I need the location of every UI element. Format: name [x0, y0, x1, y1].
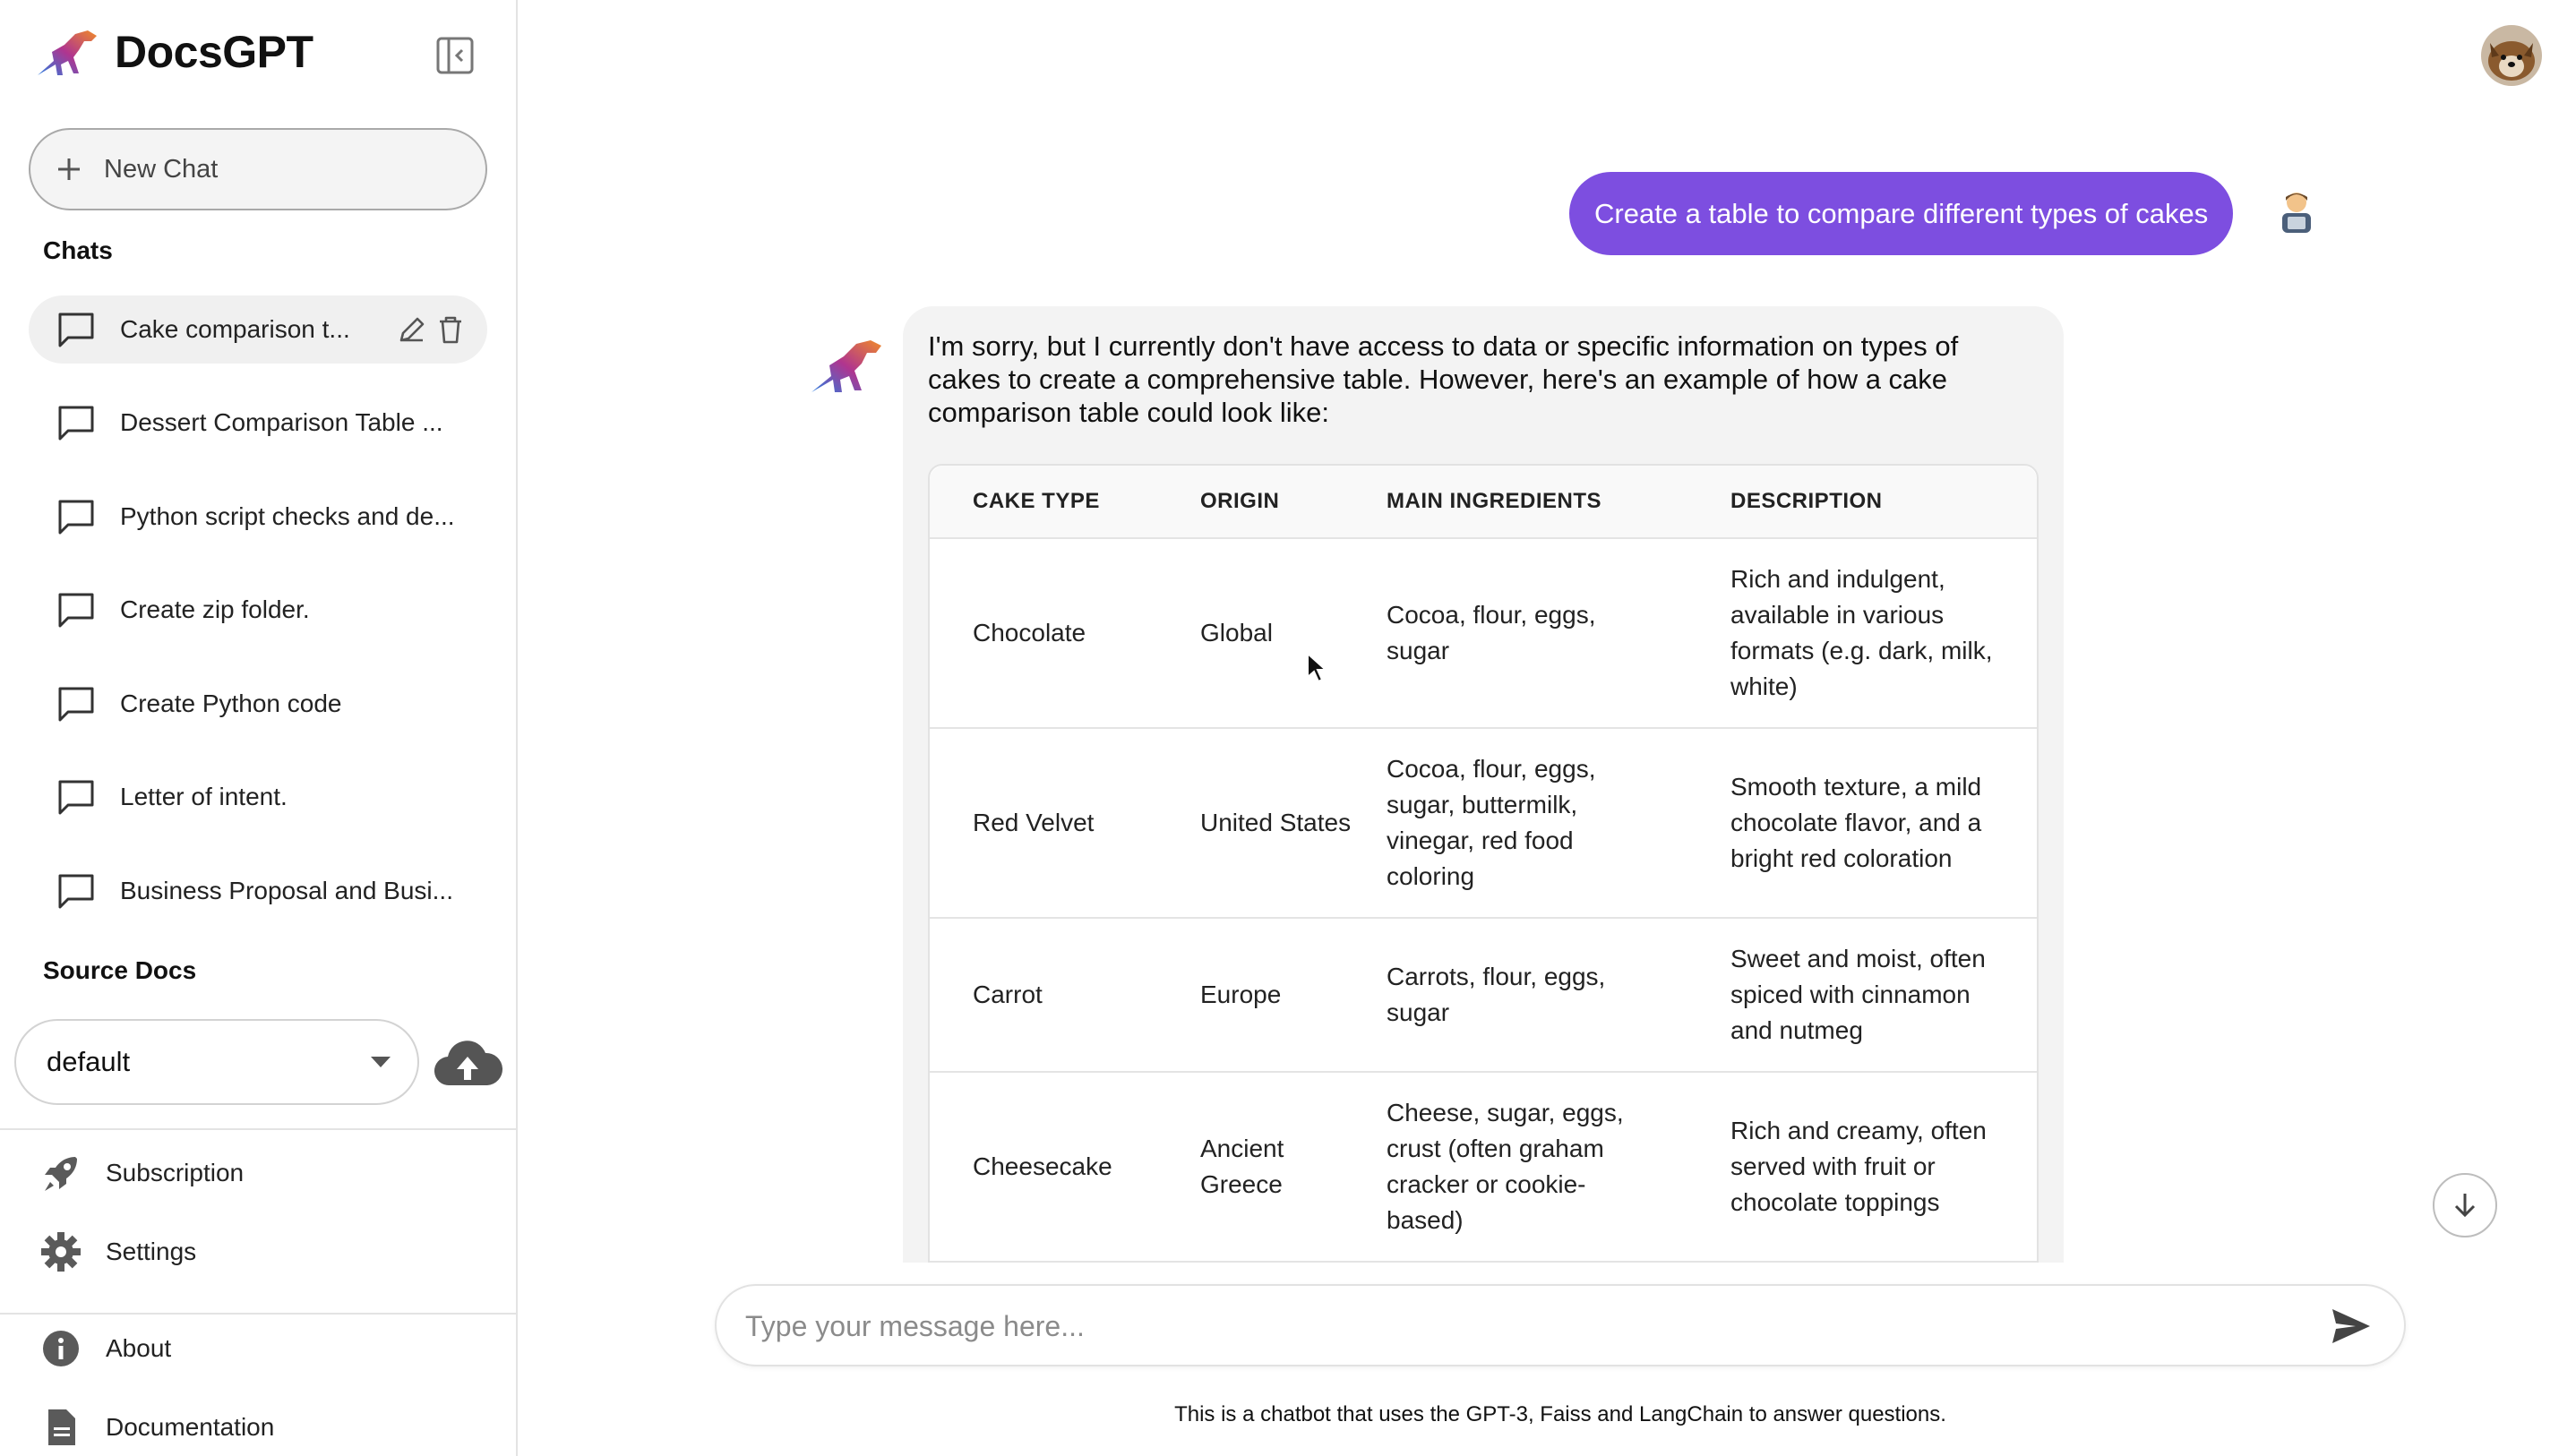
dino-logo-icon — [34, 25, 99, 79]
chat-title: Cake comparison t... — [120, 315, 350, 343]
scroll-to-bottom-button[interactable] — [2433, 1173, 2497, 1238]
chat-item-business-proposal[interactable] — [29, 857, 487, 925]
source-docs-select[interactable] — [14, 1019, 419, 1105]
message-composer — [715, 1284, 2406, 1366]
chat-title: Letter of intent. — [120, 783, 288, 810]
about-link[interactable] — [39, 1323, 171, 1374]
send-icon[interactable] — [2331, 1307, 2372, 1345]
caret-down-icon — [369, 1055, 392, 1069]
documentation-label: Documentation — [106, 1413, 275, 1441]
chat-bubble-icon — [56, 589, 97, 630]
document-icon — [39, 1406, 82, 1449]
table-cell: Cocoa, flour, eggs, sugar, buttermilk, vinegar, red food coloring — [1387, 755, 1596, 890]
subscription-link[interactable] — [39, 1148, 244, 1198]
chat-bubble-icon — [56, 683, 97, 724]
source-docs-value: default — [47, 1046, 131, 1077]
message-input[interactable] — [745, 1300, 2286, 1352]
chats-heading: Chats — [43, 236, 113, 264]
user-message-text: Create a table to compare different types of cakes — [1594, 197, 2209, 229]
bot-message — [903, 306, 2064, 1263]
table-header-cell: DESCRIPTION — [1730, 489, 1883, 513]
table-header-cell: CAKE TYPE — [973, 489, 1100, 513]
subscription-label: Subscription — [106, 1159, 245, 1186]
sidebar-divider — [0, 1313, 518, 1315]
source-docs-heading: Source Docs — [43, 956, 197, 984]
trash-icon[interactable] — [435, 313, 466, 346]
sidebar — [0, 0, 518, 1456]
table-cell: Europe — [1200, 981, 1282, 1008]
table-header-cell: ORIGIN — [1200, 489, 1280, 513]
table-cell: Ancient Greece — [1200, 1135, 1284, 1198]
brand[interactable] — [34, 23, 313, 81]
user-message — [1569, 172, 2233, 255]
table-cell: Global — [1200, 619, 1273, 647]
chat-bubble-icon — [56, 776, 97, 818]
settings-link[interactable] — [39, 1227, 196, 1277]
table-cell: Sweet and moist, often spiced with cinnamon and nutmeg — [1730, 945, 1986, 1044]
table-row — [930, 919, 2037, 1073]
table-cell: Rich and indulgent, available in various formats (e.g. dark, milk, white) — [1730, 565, 1993, 700]
sidebar-divider — [0, 1128, 518, 1130]
table-cell: Cocoa, flour, eggs, sugar — [1387, 601, 1596, 664]
table-cell: Cheesecake — [973, 1152, 1112, 1180]
bot-dino-icon — [808, 333, 885, 396]
table-header-row — [930, 466, 2037, 539]
user-avatar[interactable] — [2481, 25, 2542, 86]
gear-icon — [39, 1230, 82, 1273]
bot-message-text: I'm sorry, but I currently don't have access to data or specific information on types of cakes to create a comprehensive table. However, here's an example of how a cake comparison table could look like: — [928, 330, 1959, 428]
chat-title: Dessert Comparison Table ... — [120, 408, 443, 436]
settings-label: Settings — [106, 1238, 197, 1265]
table-cell: Red Velvet — [973, 809, 1095, 836]
chat-item-zip-folder[interactable] — [29, 576, 487, 644]
table-cell: Cheese, sugar, eggs, crust (often graham cracker or cookie-based) — [1387, 1099, 1624, 1234]
chat-title: Create Python code — [120, 689, 342, 717]
chat-item-dessert-comparison[interactable] — [29, 389, 487, 457]
table-cell: Carrots, flour, eggs, sugar — [1387, 963, 1606, 1026]
user-emoji-icon — [2275, 190, 2318, 235]
chat-title: Python script checks and de... — [120, 502, 455, 530]
table-row — [930, 1073, 2037, 1263]
footer-note: This is a chatbot that uses the GPT-3, Faiss and LangChain to answer questions. — [1174, 1402, 1946, 1426]
table-header-cell: MAIN INGREDIENTS — [1387, 489, 1602, 513]
cloud-upload-icon[interactable] — [432, 1039, 503, 1089]
chat-item-cake-comparison[interactable] — [29, 295, 487, 364]
about-label: About — [106, 1334, 172, 1362]
table-cell: Chocolate — [973, 619, 1086, 647]
arrow-down-icon — [2450, 1190, 2480, 1220]
new-chat-label: New Chat — [104, 154, 219, 184]
chat-item-letter-of-intent[interactable] — [29, 763, 487, 831]
table-cell: Smooth texture, a mild chocolate flavor, and a bright red coloration — [1730, 773, 1982, 872]
table-cell: Rich and creamy, often served with fruit or chocolate toppings — [1730, 1117, 1987, 1216]
chat-bubble-icon — [56, 496, 97, 537]
table-cell: Carrot — [973, 981, 1043, 1008]
chat-bubble-icon — [56, 870, 97, 912]
cake-comparison-table — [928, 464, 2039, 1263]
app-name: DocsGPT — [115, 27, 313, 77]
table-row — [930, 539, 2037, 729]
collapse-sidebar-icon[interactable] — [434, 34, 477, 77]
documentation-link[interactable] — [39, 1402, 274, 1452]
chat-bubble-icon — [56, 309, 97, 350]
info-icon — [39, 1327, 82, 1370]
new-chat-button[interactable] — [29, 128, 487, 210]
chat-title: Business Proposal and Busi... — [120, 877, 453, 904]
mouse-cursor-icon — [1306, 652, 1327, 684]
edit-icon[interactable] — [396, 313, 426, 346]
rocket-icon — [39, 1152, 82, 1195]
chat-title: Create zip folder. — [120, 595, 310, 623]
chat-item-python-script[interactable] — [29, 483, 487, 551]
chat-bubble-icon — [56, 402, 97, 443]
table-row — [930, 729, 2037, 919]
chat-item-python-code[interactable] — [29, 670, 487, 738]
table-cell: United States — [1200, 809, 1352, 836]
plus-icon — [56, 156, 82, 183]
